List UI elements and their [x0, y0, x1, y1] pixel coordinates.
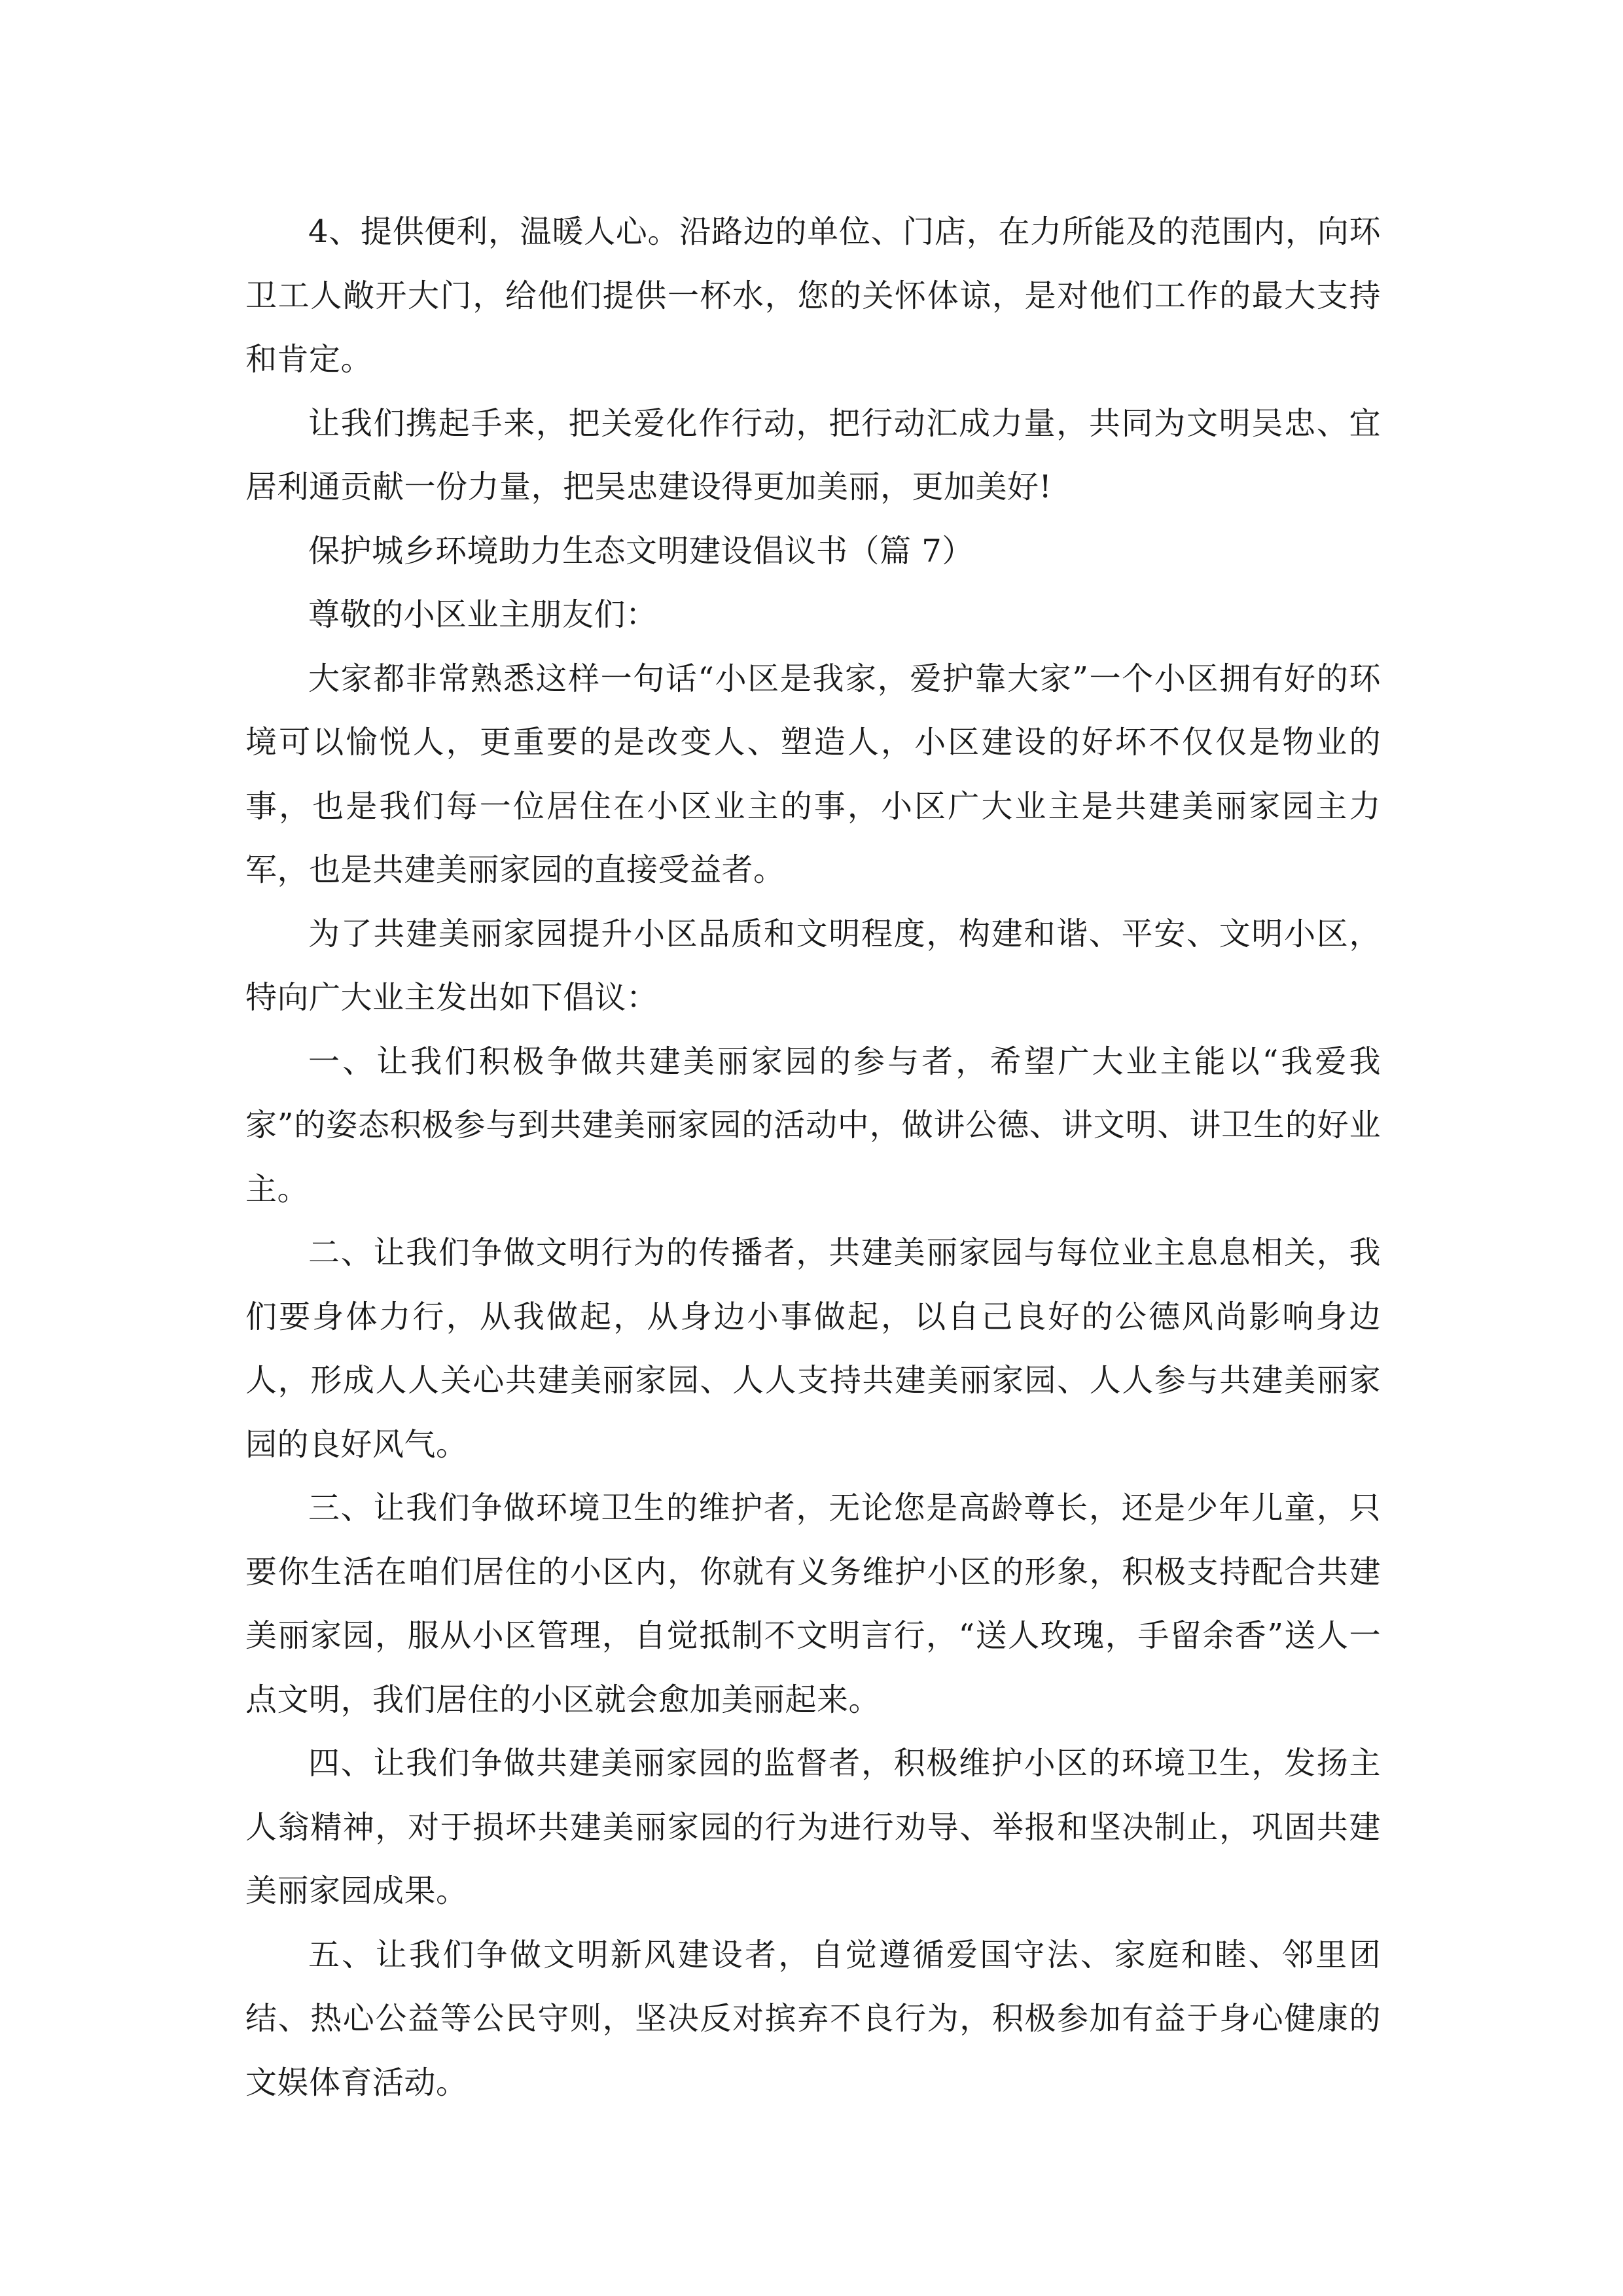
paragraph-item-4: 4、提供便利，温暖人心。沿路边的单位、门店，在力所能及的范围内，向环卫工人敞开大门，给他们提供一杯水，您的关怀体谅，是对他们工作的最大支持和肯定。 [245, 213, 1381, 378]
section-title: 保护城乡环境助力生态文明建设倡议书（篇 7） [308, 532, 974, 569]
paragraph-intro: 大家都非常熟悉这样一句话“小区是我家，爱护靠大家”一个小区拥有好的环境可以愉悦人，更重要的是改变人、塑造人，小区建设的好坏不仅仅是物业的事，也是我们每一位居住在小区业主的事，小区广大业主是共建美丽家园主力军，也是共建美丽家园的直接受益者。 [245, 660, 1381, 888]
salutation: 尊敬的小区业主朋友们： [308, 596, 658, 633]
paragraph-call-to-action: 让我们携起手来，把关爱化作行动，把行动汇成力量，共同为文明吴忠、宜居利通贡献一份力量，把吴忠建设得更加美丽，更加美好! [245, 404, 1381, 505]
proposal-item-1: 一、让我们积极争做共建美丽家园的参与者，希望广大业主能以“我爱我家”的姿态积极参与到共建美丽家园的活动中，做讲公德、讲文明、讲卫生的好业主。 [245, 1043, 1381, 1208]
proposal-item-4: 四、让我们争做共建美丽家园的监督者，积极维护小区的环境卫生，发扬主人翁精神，对于损坏共建美丽家园的行为进行劝导、举报和坚决制止，巩固共建美丽家园成果。 [245, 1745, 1381, 1909]
proposal-item-3: 三、让我们争做环境卫生的维护者，无论您是高龄尊长，还是少年儿童，只要你生活在咱们居住的小区内，你就有义务维护小区的形象，积极支持配合共建美丽家园，服从小区管理，自觉抵制不文明言行，“送人玫瑰，手留余香”送人一点文明，我们居住的小区就会愈加美丽起来。 [245, 1490, 1381, 1718]
proposal-item-2: 二、让我们争做文明行为的传播者，共建美丽家园与每位业主息息相关，我们要身体力行，从我做起，从身边小事做起，以自己良好的公德风尚影响身边人，形成人人关心共建美丽家园、人人支持共建美丽家园、人人参与共建美丽家园的良好风气。 [245, 1234, 1381, 1463]
document-body [245, 200, 1381, 2115]
proposal-item-5: 五、让我们争做文明新风建设者，自觉遵循爱国守法、家庭和睦、邻里团结、热心公益等公民守则，坚决反对摈弃不良行为，积极参加有益于身心健康的文娱体育活动。 [245, 1936, 1381, 2101]
paragraph-purpose: 为了共建美丽家园提升小区品质和文明程度，构建和谐、平安、文明小区，特向广大业主发出如下倡议： [245, 915, 1381, 1016]
